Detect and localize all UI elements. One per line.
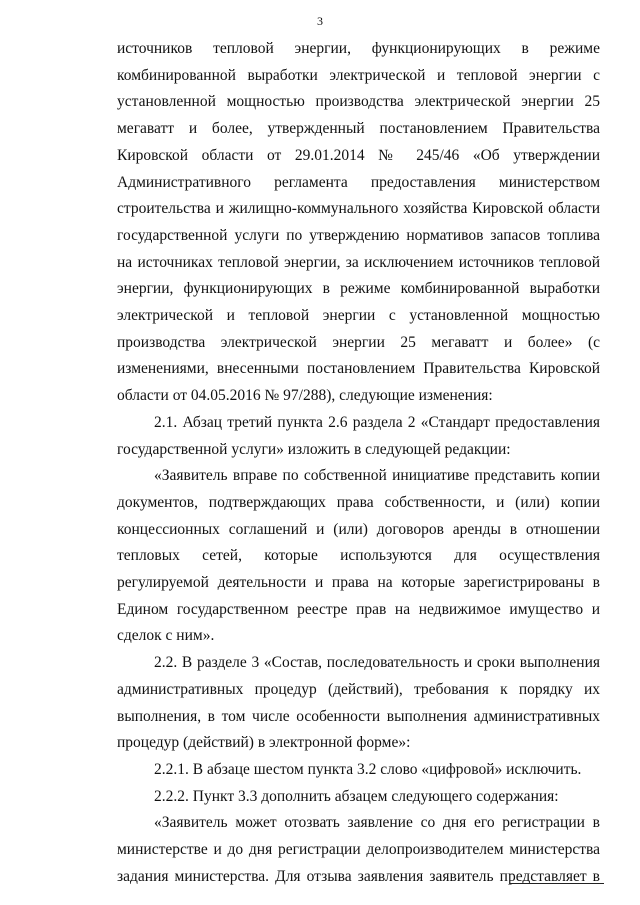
paragraph: «Заявитель может отозвать заявление со дня его регистрации в министерстве и до дня регистрации делопроизводителем министерства задания министерства. Для отзыва заявления заявитель представляет в: [117, 814, 600, 885]
paragraph: 2.1. Абзац третий пункта 2.6 раздела 2 «Стандарт предоставления государственной услуги» изложить в следующей редакции:: [117, 413, 600, 458]
footer-rule: [510, 883, 604, 884]
page-number: 3: [317, 14, 323, 28]
paragraph: 2.2. В разделе 3 «Состав, последовательность и сроки выполнения административных процедур (действий), требования к порядку их выполнения, в том числе особенности выполнения административных процедур (действий) в электронной форме»:: [117, 654, 600, 752]
paragraph: источников тепловой энергии, функционирующих в режиме комбинированной выработки электрической и тепловой энергии с установленной мощностью производства электрической энергии 25 мегаватт и более, утвержденный постановлением Правительства Кировской области от 29.01.2014 № 245/46 «Об утверждении Административного регламента предоставления министерством строительства и жилищно-коммунального хозяйства Кировской области государственной услуги по утверждению нормативов запасов топлива на источниках тепловой энергии, за исключением источников тепловой энергии, функционирующих в режиме комбинированной выработки электрической и тепловой энергии с установленной мощностью производства электрической энергии 25 мегаватт и более» (с изменениями, внесенными постановлением Правительства Кировской области от 04.05.2016 № 97/288), следующие изменения:: [117, 40, 600, 405]
paragraph: «Заявитель вправе по собственной инициативе представить копии документов, подтверждающих права собственности, и (или) копии концессионных соглашений и (или) договоров аренды в отношении тепловых сетей, которые используются для осуществления регулируемой деятельности и права на которые зарегистрированы в Едином государственном реестре прав на недвижимое имущество и сделок с ним».: [117, 467, 600, 645]
document-body: [117, 36, 600, 891]
paragraph: 2.2.1. В абзаце шестом пункта 3.2 слово «цифровой» исключить.: [154, 760, 582, 778]
paragraph: 2.2.2. Пункт 3.3 дополнить абзацем следующего содержания:: [154, 787, 559, 805]
